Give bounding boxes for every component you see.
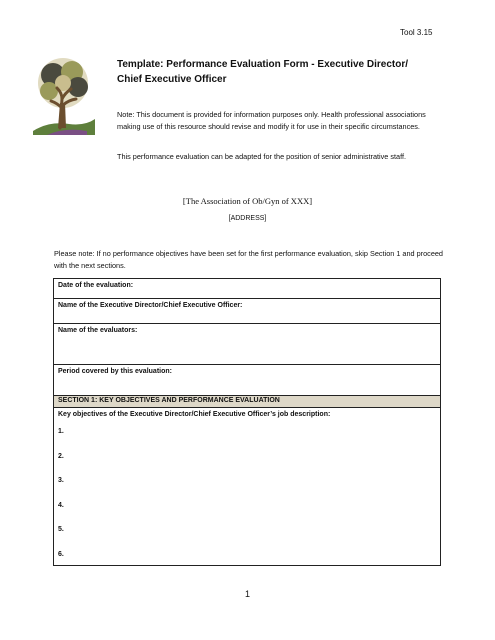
name-label: Name of the Executive Director/Chief Executive Officer: <box>58 302 243 309</box>
objective-item[interactable]: 1. <box>58 428 64 435</box>
objective-item[interactable]: 6. <box>58 550 64 558</box>
adaptation-note: This performance evaluation can be adapted for the position of senior administrative staff. <box>117 152 407 161</box>
title-line-2: Chief Executive Officer <box>117 74 227 85</box>
objectives-list <box>58 428 436 575</box>
objective-item[interactable]: 4. <box>58 501 64 509</box>
document-title <box>117 57 447 87</box>
evaluators-row[interactable] <box>54 324 440 365</box>
association-name: [The Association of Ob/Gyn of XXX] <box>182 196 313 206</box>
name-row[interactable] <box>54 299 440 324</box>
tool-label: Tool 3.15 <box>400 28 433 37</box>
period-label: Period covered by this evaluation: <box>58 368 172 375</box>
section-1-header <box>54 396 440 408</box>
tree-logo-icon <box>29 53 99 138</box>
page-number: 1 <box>244 589 250 599</box>
association-address: [ADDRESS] <box>228 215 267 222</box>
date-label: Date of the evaluation: <box>58 282 134 289</box>
objectives-label: Key objectives of the Executive Director/Chief Executive Officer’s job description: <box>58 411 331 418</box>
section-1-title: SECTION 1: KEY OBJECTIVES AND PERFORMANCE EVALUATION <box>58 397 280 404</box>
date-row[interactable] <box>54 279 440 299</box>
disclaimer-note: Note: This document is provided for information purposes only. Health professional associations making use of this resource should revise and modify it for use in their specific circumstances. <box>117 110 426 131</box>
title-line-1: Template: Performance Evaluation Form - Executive Director/ <box>117 59 409 70</box>
evaluation-form-table <box>53 278 441 566</box>
objectives-row[interactable] <box>54 408 440 565</box>
instructions-note: Please note: If no performance objectives have been set for the first performance evaluation, skip Section 1 and proceed with the next sections. <box>54 249 443 270</box>
objective-item[interactable]: 5. <box>58 526 64 533</box>
evaluators-label: Name of the evaluators: <box>58 327 138 334</box>
objective-item[interactable]: 3. <box>58 477 64 484</box>
objective-item[interactable]: 2. <box>58 452 64 460</box>
period-row[interactable] <box>54 365 440 396</box>
